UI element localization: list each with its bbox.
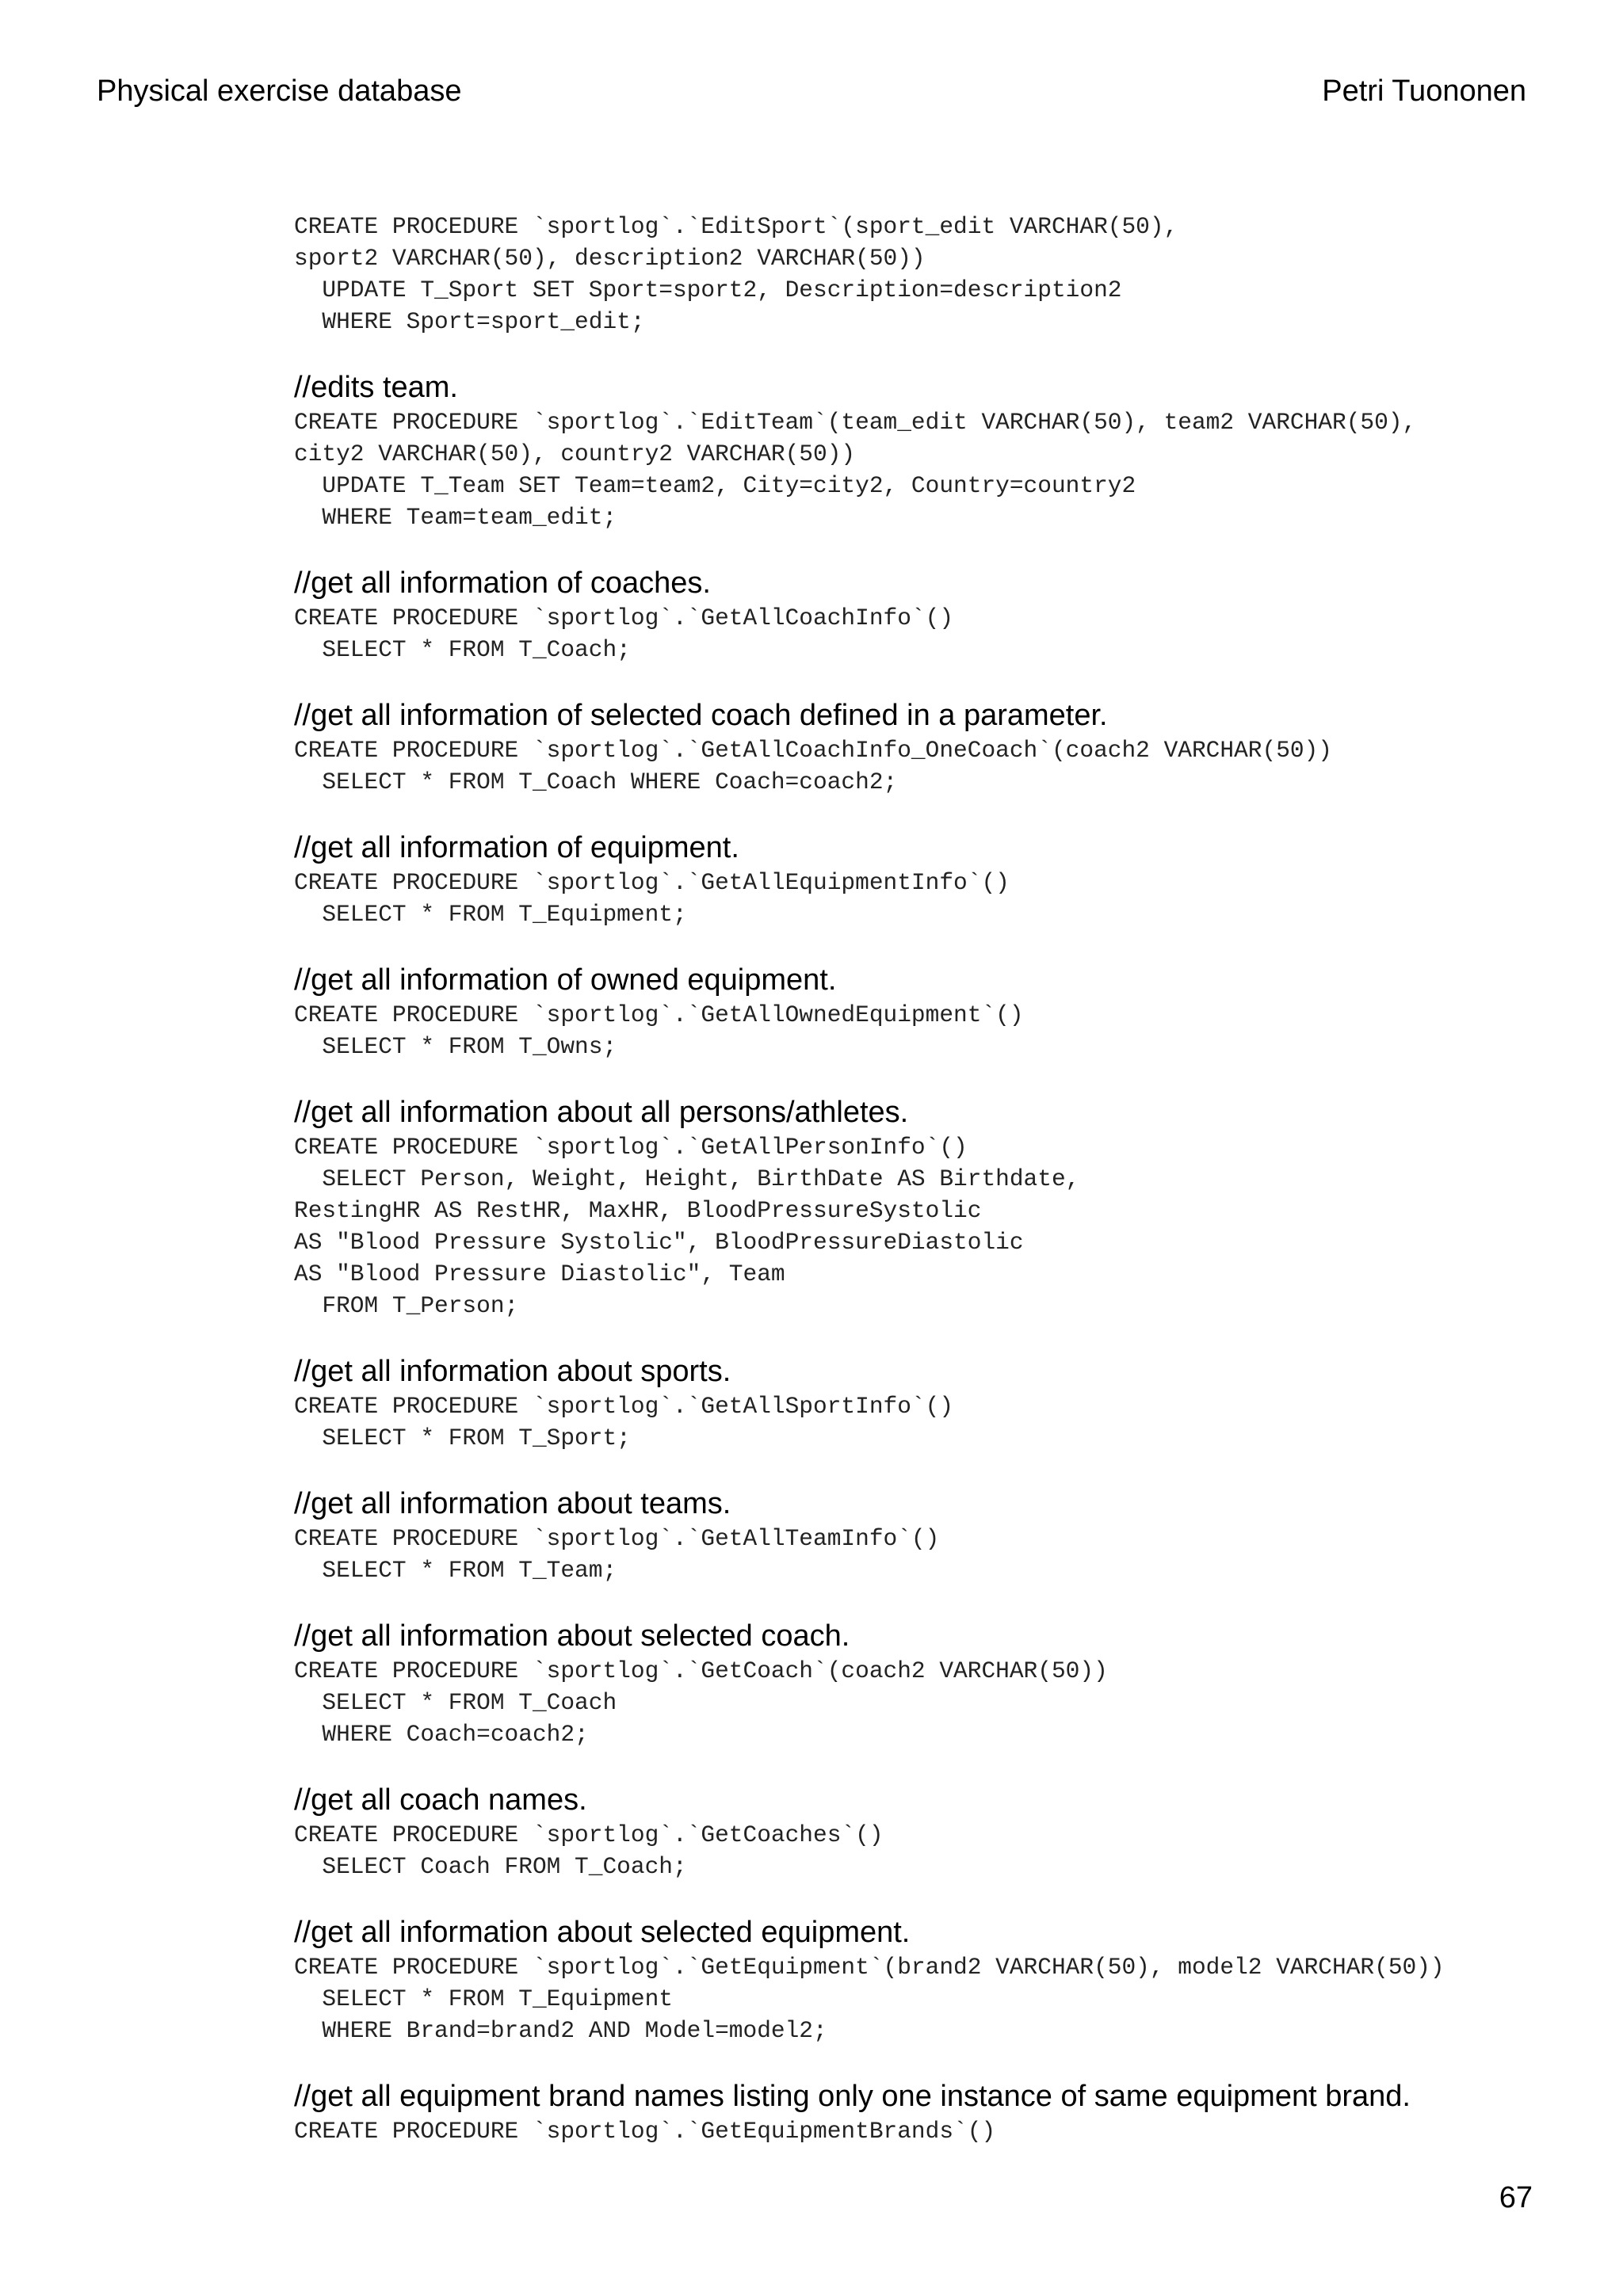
code-listing: CREATE PROCEDURE `sportlog`.`GetAllOwnedEquipment`() SELECT * FROM T_Owns; <box>294 1001 1024 1060</box>
code-listing: CREATE PROCEDURE `sportlog`.`GetAllCoachInfo`() SELECT * FROM T_Coach; <box>294 605 954 663</box>
code-listing: CREATE PROCEDURE `sportlog`.`EditTeam`(team_edit VARCHAR(50), team2 VARCHAR(50), city2 VARCHAR(50), country2 VARCHAR(50)) UPDATE T_Team SET Team=team2, City=city2, Country=country2 WHERE Team=team_edit; <box>294 409 1417 531</box>
code-comment: //get all information of equipment. <box>294 831 739 864</box>
code-block <box>294 1782 1578 1882</box>
code-block <box>294 1914 1578 2046</box>
code-block <box>294 830 1578 930</box>
code-listing: CREATE PROCEDURE `sportlog`.`GetAllPersonInfo`() SELECT Person, Weight, Height, BirthDate AS Birthdate, RestingHR AS RestHR, MaxHR, BloodPressureSystolic AS "Blood Pressure Systolic", BloodPressureDiastolic AS "Blood Pressure Diastolic", Team FROM T_Person; <box>294 1134 1080 1319</box>
code-block <box>294 962 1578 1062</box>
header-title: Physical exercise database <box>97 74 462 108</box>
code-listing: CREATE PROCEDURE `sportlog`.`GetAllTeamInfo`() SELECT * FROM T_Team; <box>294 1525 940 1584</box>
code-listing: CREATE PROCEDURE `sportlog`.`GetAllSportInfo`() SELECT * FROM T_Sport; <box>294 1393 954 1451</box>
page-number: 67 <box>1499 2181 1533 2214</box>
code-comment: //get all information about teams. <box>294 1487 731 1520</box>
code-listing: CREATE PROCEDURE `sportlog`.`GetEquipment`(brand2 VARCHAR(50), model2 VARCHAR(50)) SELECT * FROM T_Equipment WHERE Brand=brand2 AND Model=model2; <box>294 1954 1445 2044</box>
code-comment: //get all information about selected equipment. <box>294 1916 911 1949</box>
code-listing: CREATE PROCEDURE `sportlog`.`GetCoaches`() SELECT Coach FROM T_Coach; <box>294 1821 884 1880</box>
code-block <box>294 2078 1578 2147</box>
code-listing: CREATE PROCEDURE `sportlog`.`GetAllCoachInfo_OneCoach`(coach2 VARCHAR(50)) SELECT * FROM T_Coach WHERE Coach=coach2; <box>294 737 1333 795</box>
code-comment: //edits team. <box>294 371 458 404</box>
code-comment: //get all coach names. <box>294 1783 587 1817</box>
code-block <box>294 369 1578 533</box>
code-block <box>294 1353 1578 1454</box>
code-block <box>294 565 1578 666</box>
code-block <box>294 697 1578 798</box>
page-content <box>294 211 1578 2179</box>
code-block <box>294 211 1578 338</box>
code-block <box>294 1486 1578 1586</box>
code-block <box>294 1094 1578 1322</box>
code-block <box>294 1618 1578 1750</box>
code-comment: //get all information of selected coach defined in a parameter. <box>294 699 1108 732</box>
code-listing: CREATE PROCEDURE `sportlog`.`EditSport`(sport_edit VARCHAR(50), sport2 VARCHAR(50), description2 VARCHAR(50)) UPDATE T_Sport SET Sport=sport2, Description=description2 WHERE Sport=sport_edit; <box>294 213 1178 335</box>
code-comment: //get all information about sports. <box>294 1355 731 1388</box>
code-listing: CREATE PROCEDURE `sportlog`.`GetCoach`(coach2 VARCHAR(50)) SELECT * FROM T_Coach WHERE Coach=coach2; <box>294 1657 1108 1748</box>
header-author: Petri Tuononen <box>1322 74 1526 108</box>
code-comment: //get all information of coaches. <box>294 566 711 600</box>
code-listing: CREATE PROCEDURE `sportlog`.`GetAllEquipmentInfo`() SELECT * FROM T_Equipment; <box>294 869 1010 928</box>
code-comment: //get all information about selected coach. <box>294 1619 850 1653</box>
code-comment: //get all information about all persons/athletes. <box>294 1096 909 1129</box>
code-comment: //get all information of owned equipment. <box>294 963 837 997</box>
code-listing: CREATE PROCEDURE `sportlog`.`GetEquipmentBrands`() <box>294 2118 996 2145</box>
code-comment: //get all equipment brand names listing only one instance of same equipment brand. <box>294 2080 1411 2113</box>
